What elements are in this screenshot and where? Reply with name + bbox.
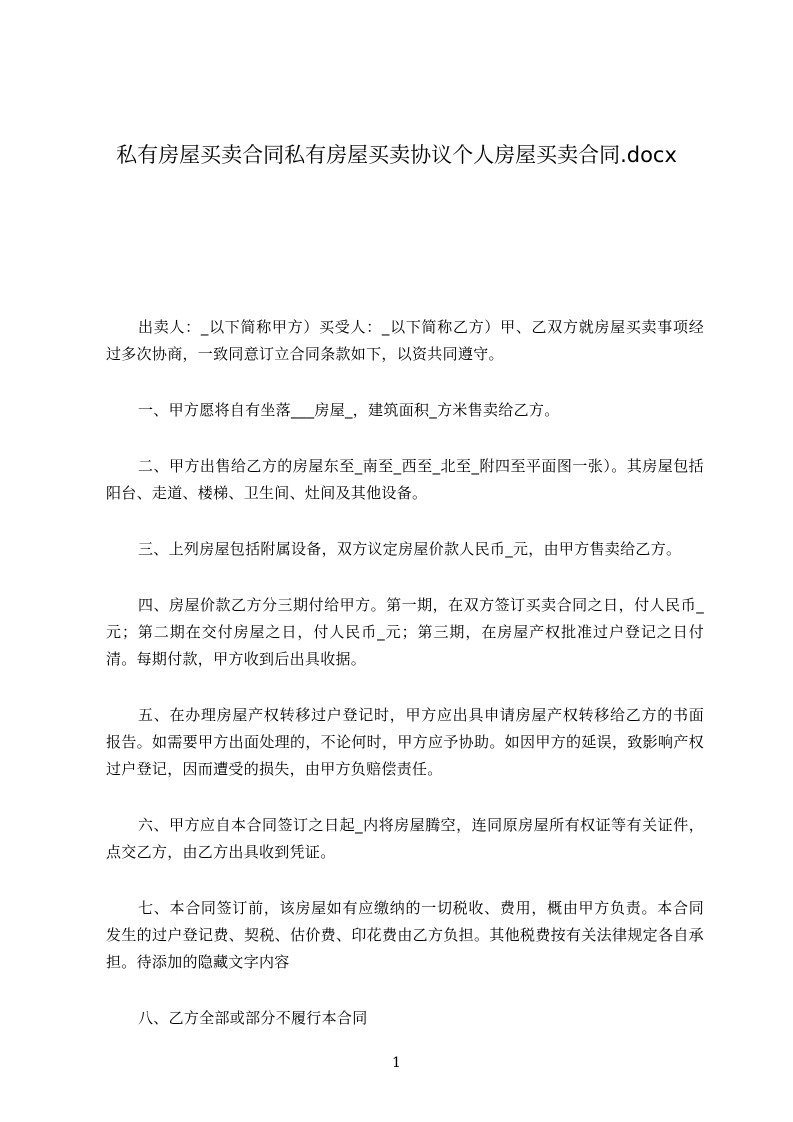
document-body: [106, 314, 704, 1061]
paragraph-clause-6: 六、甲方应自本合同签订之日起_内将房屋腾空，连同原房屋所有权证等有关证件，点交乙方，由乙方出具收到凭证。: [106, 816, 704, 861]
paragraph-clause-2: 二、甲方出售给乙方的房屋东至_南至_西至_北至_附四至平面图一张）。其房屋包括阳台、走道、楼梯、卫生间、灶间及其他设备。: [106, 457, 704, 502]
page-number: 1: [392, 1055, 401, 1071]
paragraph-clause-5: 五、在办理房屋产权转移过户登记时，甲方应出具申请房屋产权转移给乙方的书面报告。如需要甲方出面处理的，不论何时，甲方应予协助。如因甲方的延误，致影响产权过户登记，因而遭受的损失，由甲方负赔偿责任。: [106, 706, 704, 778]
paragraph-clause-1: 一、甲方愿将自有坐落___房屋_，建筑面积_方米售卖给乙方。: [138, 401, 560, 419]
paragraph-clause-8: 八、乙方全部或部分不履行本合同: [138, 1009, 368, 1027]
paragraph-clause-4: 四、房屋价款乙方分三期付给甲方。第一期，在双方签订买卖合同之日，付人民币_元；第二期在交付房屋之日，付人民币_元；第三期，在房屋产权批准过户登记之日付清。每期付款，甲方收到后出具收据。: [106, 596, 704, 668]
document-title: 私有房屋买卖合同私有房屋买卖协议个人房屋买卖合同.docx: [116, 143, 677, 167]
paragraph-clause-3: 三、上列房屋包括附属设备，双方议定房屋价款人民币_元，由甲方售卖给乙方。: [138, 540, 682, 558]
paragraph-parties: 出卖人：_以下简称甲方）买受人：_以下简称乙方）甲、乙双方就房屋买卖事项经过多次协商，一致同意订立合同条款如下，以资共同遵守。: [106, 318, 704, 363]
paragraph-clause-7: 七、本合同签订前，该房屋如有应缴纳的一切税收、费用，概由甲方负责。本合同发生的过户登记费、契税、估价费、印花费由乙方负担。其他税费按有关法律规定各自承担。待添加的隐藏文字内容: [106, 899, 704, 971]
